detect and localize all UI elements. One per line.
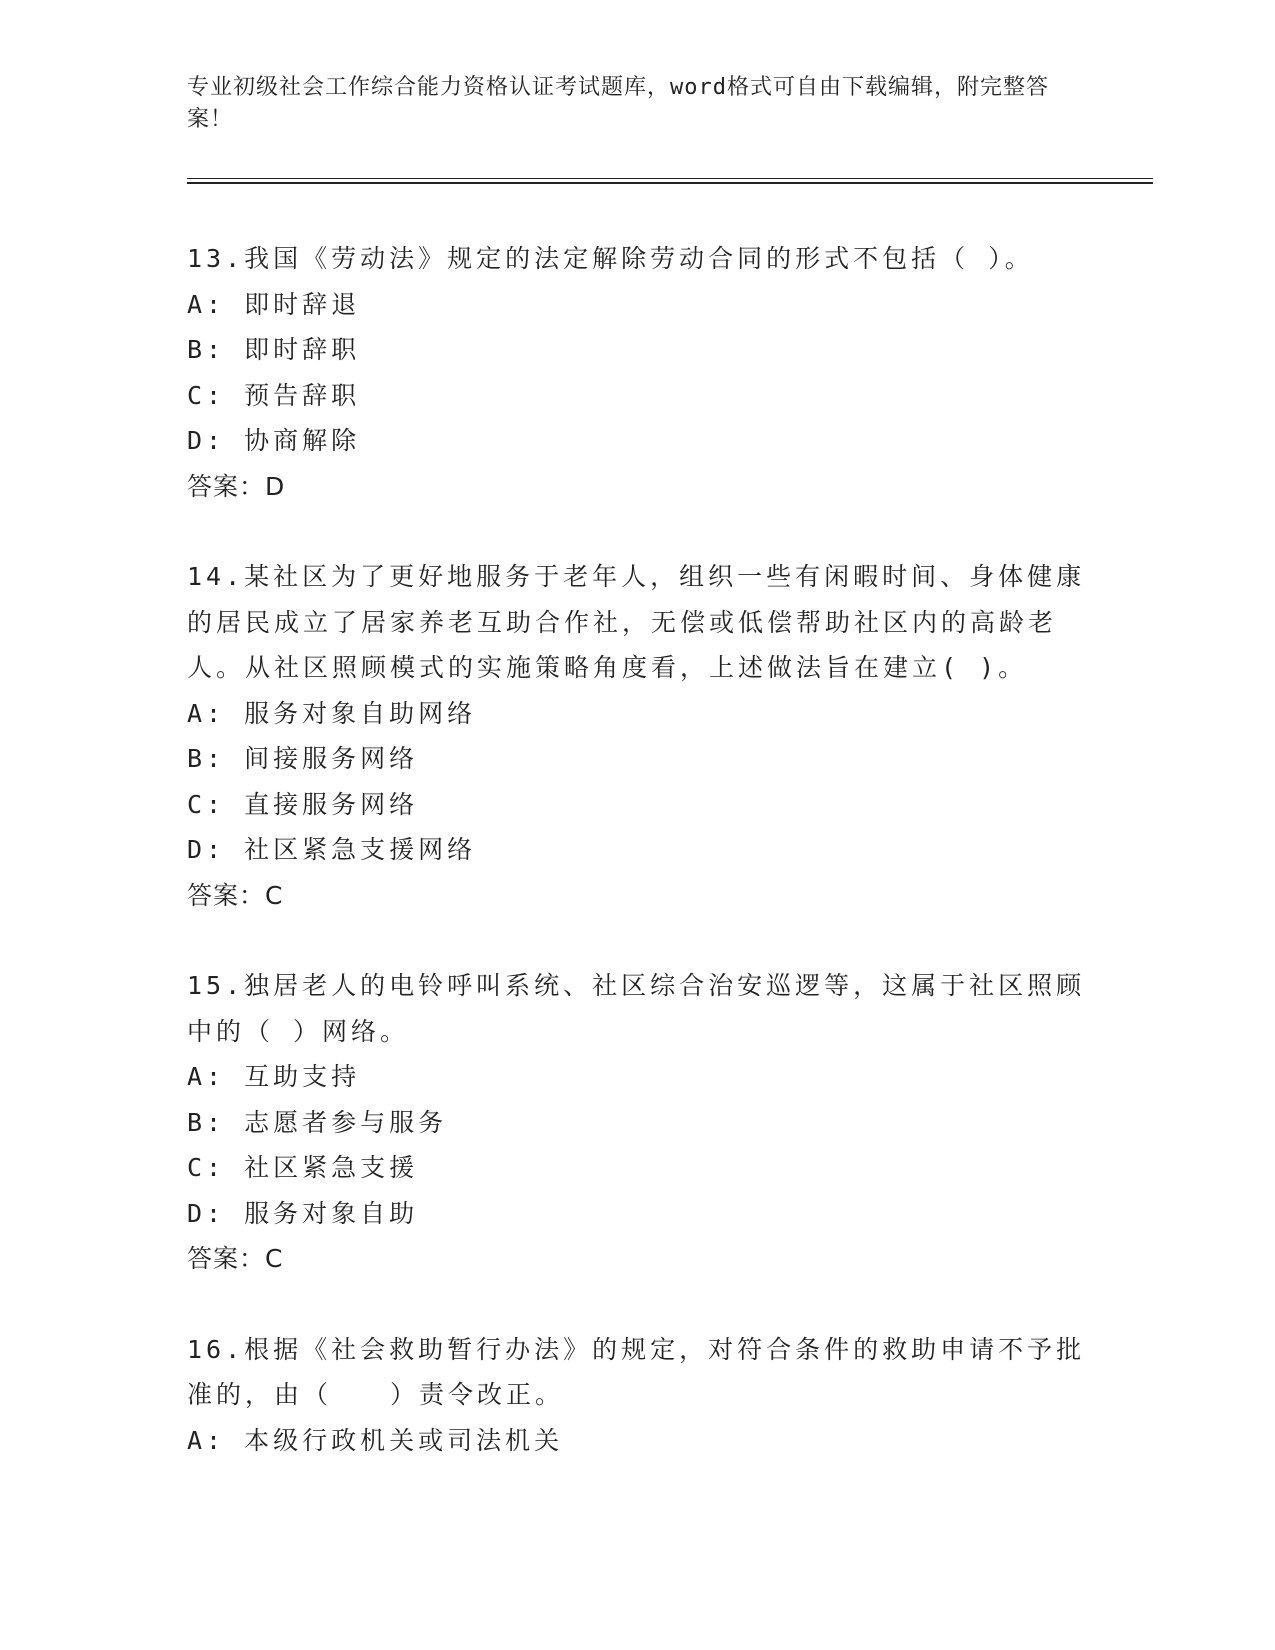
header-divider-thick xyxy=(187,182,1153,184)
question-list xyxy=(187,236,1087,1508)
question-stem: 14.某社区为了更好地服务于老年人，组织一些有闲暇时间、身体健康的居民成立了居家养老互助合作社，无偿或低偿帮助社区内的高龄老人。从社区照顾模式的实施策略角度看，上述做法旨在建立( )。 xyxy=(187,562,1086,682)
option-a: A: 服务对象自助网络 xyxy=(187,698,477,728)
option-d: D: 服务对象自助 xyxy=(187,1198,419,1228)
option-c: C: 预告辞职 xyxy=(187,380,361,410)
option-d: D: 协商解除 xyxy=(187,426,361,455)
option-b: B: 志愿者参与服务 xyxy=(187,1107,448,1137)
option-a: A: 即时辞退 xyxy=(187,289,361,319)
header-text: 专业初级社会工作综合能力资格认证考试题库，word格式可自由下载编辑，附完整答案！ xyxy=(187,75,1049,132)
question-14 xyxy=(187,554,1087,918)
document-header xyxy=(187,72,1087,136)
question-stem: 16.根据《社会救助暂行办法》的规定，对符合条件的救助申请不予批准的，由（ ）责令改正。 xyxy=(187,1334,1086,1409)
question-15 xyxy=(187,963,1087,1282)
option-c: C: 社区紧急支援 xyxy=(187,1153,419,1182)
question-stem: 13.我国《劳动法》规定的法定解除劳动合同的形式不包括（ ）。 xyxy=(187,244,1034,273)
option-a: A: 本级行政机关或司法机关 xyxy=(187,1425,564,1455)
question-16 xyxy=(187,1327,1087,1464)
answer: 答案：C xyxy=(187,880,284,910)
option-d: D: 社区紧急支援网络 xyxy=(187,835,477,864)
option-b: B: 间接服务网络 xyxy=(187,744,419,773)
option-b: B: 即时辞职 xyxy=(187,335,361,364)
question-13 xyxy=(187,236,1087,509)
answer: 答案：C xyxy=(187,1244,284,1273)
option-c: C: 直接服务网络 xyxy=(187,789,419,819)
option-a: A: 互助支持 xyxy=(187,1062,361,1091)
header-divider-thin xyxy=(187,178,1153,179)
question-stem: 15.独居老人的电铃呼叫系统、社区综合治安巡逻等，这属于社区照顾中的（ ）网络。 xyxy=(187,971,1086,1046)
answer: 答案：D xyxy=(187,471,286,501)
